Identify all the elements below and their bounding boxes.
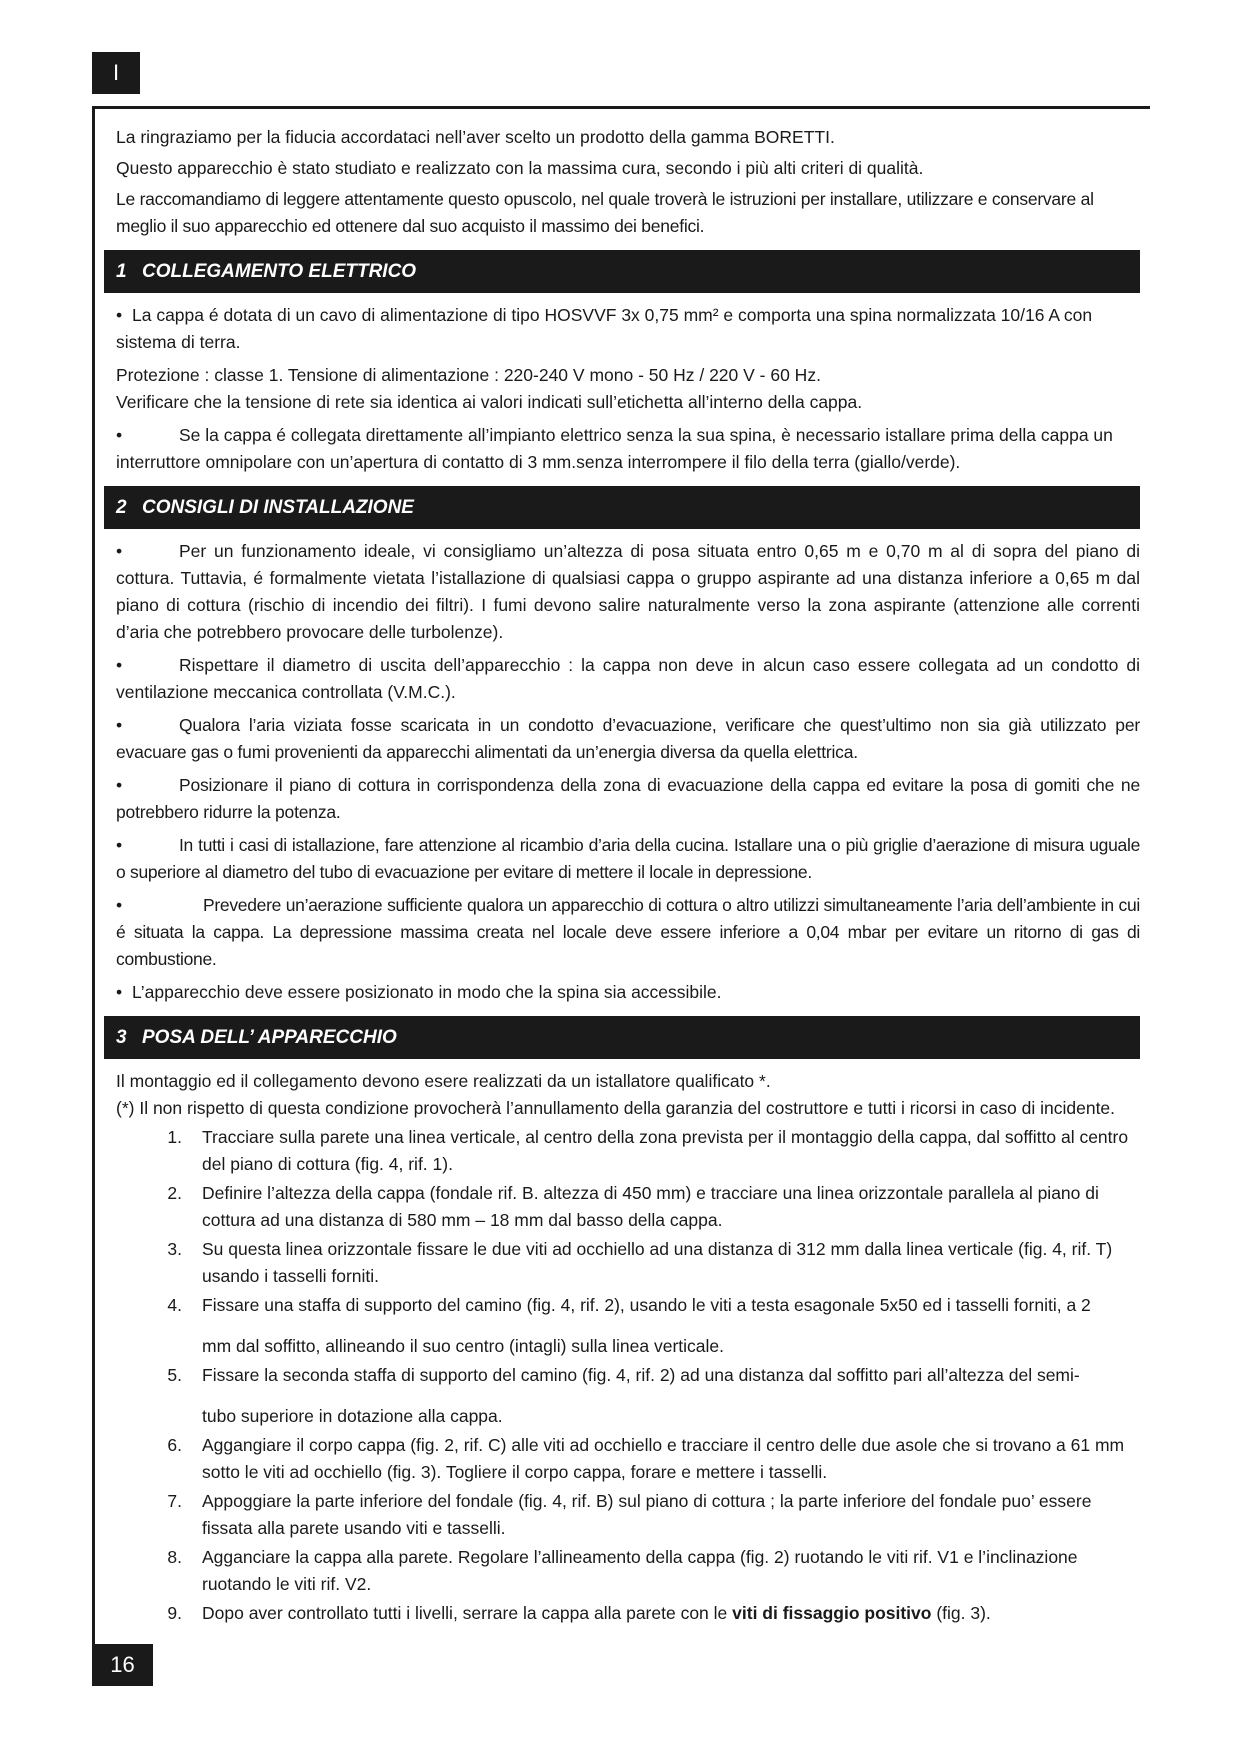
bullet-item [116,979,1140,1006]
list-item [116,1600,1140,1627]
step-number: 3. [167,1239,182,1259]
bullet-item [116,772,1140,826]
list-item [116,1180,1140,1234]
step-text: Su questa linea orizzontale fissare le due viti ad occhiello ad una distanza di 312 mm dalla linea verticale (fig. 4, rif. T) usando i tasselli forniti. [202,1239,1113,1286]
intro-paragraph: La ringraziamo per la fiducia accordataci nell’aver scelto un prodotto della gamma BORETTI. [116,127,835,147]
step-number: 2. [167,1183,182,1203]
step-text: Aggangiare il corpo cappa (fig. 2, rif. C) alle viti ad occhiello e tracciare il centro delle due asole che si trovano a 61 mm sotto le viti ad occhiello (fig. 3). Togliere il corpo cappa, forare e mettere i tasselli. [202,1435,1125,1482]
list-item [116,1292,1140,1360]
step-text: Tracciare sulla parete una linea verticale, al centro della zona prevista per il montaggio della cappa, dal soffitto al centro del piano di cottura (fig. 4, rif. 1). [202,1127,1129,1174]
paragraph: Il montaggio ed il collegamento devono esere realizzati da un istallatore qualificato *. [116,1071,771,1091]
document-body [116,124,1140,1629]
bullet-item [116,652,1140,706]
step-text: Appoggiare la parte inferiore del fondale (fig. 4, rif. B) sul piano di cottura ; la parte inferiore del fondale puo’ essere fissata alla parete usando viti e tasselli. [202,1491,1092,1538]
section-header-installation [104,486,1140,529]
list-item [116,1544,1140,1598]
bullet: • [116,982,123,1002]
step-number: 5. [167,1365,182,1385]
section-number: 2 [116,497,127,518]
bullet-item [116,712,1140,766]
text: Per un funzionamento ideale, vi consigliamo un’altezza di posa situata entro 0,65 m e 0,70 m al di sopra del piano di cottura. Tuttavia, é formalmente vietata l’istallazione di qualsiasi cappa o gruppo aspirante ad una distanza inferiore a 0,65 m dal piano di cottura (rischio di incendio dei filtri). I fumi devono salire naturalmente verso la zona aspirante (attenzione alle correnti d’aria che potrebbero provocare delle turbolenze). [116,541,1140,642]
step-number: 4. [167,1295,182,1315]
bullet: • [116,835,122,855]
step-text-line: Fissare la seconda staffa di supporto del camino (fig. 4, rif. 2) ad una distanza dal soffitto pari all’altezza del semi- [202,1365,1080,1385]
intro [116,124,1140,240]
list-item [116,1432,1140,1486]
bullet-item [116,832,1140,886]
text: L’apparecchio deve essere posizionato in modo che la spina sia accessibile. [132,982,722,1002]
bullet: • [116,775,122,795]
text: Rispettare il diametro di uscita dell’apparecchio : la cappa non deve in alcun caso essere collegata ad un condotto di ventilazione meccanica controllata (V.M.C.). [116,655,1140,702]
mounting-steps [116,1124,1140,1627]
section-title: CONSIGLI DI INSTALLAZIONE [142,497,414,518]
step-text: Definire l’altezza della cappa (fondale rif. B. altezza di 450 mm) e tracciare una linea orizzontale parallela al piano di cottura ad una distanza di 580 mm – 18 mm dal basso della cappa. [202,1183,1099,1230]
list-item [116,1236,1140,1290]
text: Prevedere un’aerazione sufficiente qualora un apparecchio di cottura o altro utilizzi simultaneamente l’aria dell’ambiente in cui é situata la cappa. La depressione massima creata nel locale deve essere inferiore a 0,04 mbar per evitare un ritorno di gas di combustione. [116,895,1140,969]
step-text-line: mm dal soffitto, allineando il suo centro (intagli) sulla linea verticale. [202,1336,725,1356]
bullet: • [116,541,123,561]
section-title: COLLEGAMENTO ELETTRICO [142,261,417,282]
bullet-item [116,538,1140,646]
step-text [202,1600,1140,1627]
step-number: 6. [167,1435,182,1455]
text: Se la cappa é collegata direttamente all’impianto elettrico senza la sua spina, è necessario istallare prima della cappa un interruttore omnipolare con un’apertura di contatto di 3 mm.senza interrompere il filo della terra (giallo/verde). [116,425,1113,472]
text: Posizionare il piano di cottura in corrispondenza della zona di evacuazione della cappa ed evitare la posa di gomiti che ne potrebbero ridurre la potenza. [116,775,1140,822]
step-text-line: (fig. 3). [931,1603,991,1623]
section-number: 3 [116,1027,127,1048]
bullet: • [116,425,123,445]
step-number: 8. [167,1547,182,1567]
step-number: 1. [167,1127,182,1147]
section-title: POSA DELL’ APPARECCHIO [142,1027,397,1048]
page-number: 16 [92,1644,153,1686]
emphasis: viti di fissaggio positivo [732,1603,932,1623]
step-number: 9. [167,1603,182,1623]
list-item [116,1124,1140,1178]
left-rule [92,106,95,1644]
bullet: • [116,655,123,675]
step-text-line: Dopo aver controllato tutti i livelli, serrare la cappa alla parete con le [202,1603,733,1623]
step-text [202,1362,1140,1430]
bullet: • [116,715,122,735]
step-text-line: Fissare una staffa di supporto del camino (fig. 4, rif. 2), usando le viti a testa esagonale 5x50 ed i tasselli forniti, a 2 [202,1295,1091,1315]
paragraph [116,302,1140,356]
language-tab: I [92,52,140,94]
step-text-line: tubo superiore in dotazione alla cappa. [202,1406,503,1426]
paragraph: (*) Il non rispetto di questa condizione provocherà l’annullamento della garanzia del costruttore e tutti i ricorsi in caso di incidente. [116,1098,1116,1118]
bullet: • [116,895,122,915]
step-text [202,1292,1140,1360]
text: La cappa é dotata di un cavo di alimentazione di tipo HOSVVF 3x 0,75 mm² e comporta una spina normalizzata 10/16 A con sistema di terra. [116,305,1093,352]
bullet: • [116,305,123,325]
text: Qualora l’aria viziata fosse scaricata in un condotto d’evacuazione, verificare che quest’ultimo non sia già utilizzato per evacuare gas o fumi provenienti da apparecchi alimentati da un’energia diversa da quella elettrica. [116,715,1140,762]
intro-paragraph: Le raccomandiamo di leggere attentamente questo opuscolo, nel quale troverà le istruzioni per installare, utilizzare e conservare al meglio il suo apparecchio ed ottenere dal suo acquisto il massimo dei benefici. [116,189,1094,236]
step-number: 7. [167,1491,182,1511]
top-rule [92,106,1150,109]
section-header-electrical [104,250,1140,293]
paragraph [116,422,1140,476]
bullet-item [116,892,1140,973]
list-item [116,1362,1140,1430]
step-text: Agganciare la cappa alla parete. Regolare l’allineamento della cappa (fig. 2) ruotando le viti rif. V1 e l’inclinazione ruotando le viti rif. V2. [202,1547,1078,1594]
section-header-mounting [104,1016,1140,1059]
paragraph: Protezione : classe 1. Tensione di alimentazione : 220-240 V mono - 50 Hz / 220 V - 60 Hz. [116,365,821,385]
section-number: 1 [116,261,127,282]
text: In tutti i casi di istallazione, fare attenzione al ricambio d’aria della cucina. Istallare una o più griglie d’aerazione di misura uguale o superiore al diametro del tubo di evacuazione per evitare di mettere il locale in depressione. [116,835,1140,882]
list-item [116,1488,1140,1542]
paragraph: Verificare che la tensione di rete sia identica ai valori indicati sull’etichetta all’interno della cappa. [116,392,863,412]
intro-paragraph: Questo apparecchio è stato studiato e realizzato con la massima cura, secondo i più alti criteri di qualità. [116,158,924,178]
